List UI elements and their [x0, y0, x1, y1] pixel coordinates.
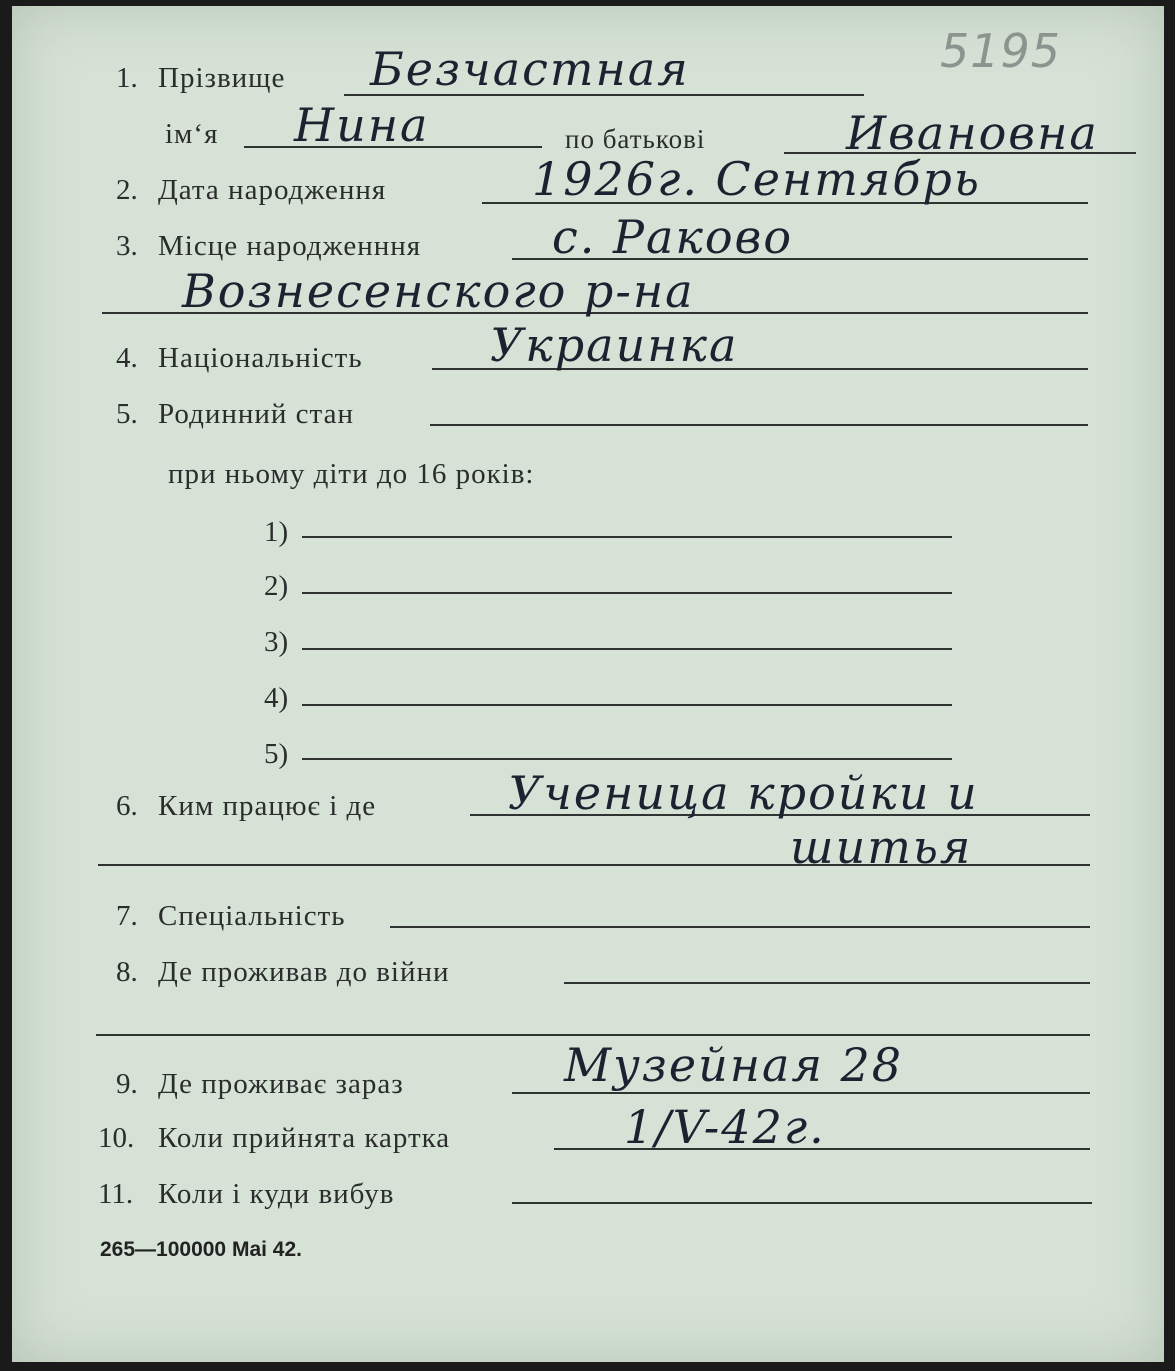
- card-accepted-label: Коли прийнята картка: [158, 1122, 451, 1154]
- family-status-label: Родинний стан: [158, 398, 354, 430]
- family-status-line: [430, 424, 1088, 426]
- speciality-line: [390, 926, 1090, 928]
- prewar-residence-line-2: [96, 1034, 1090, 1036]
- nationality-label: Національність: [158, 342, 363, 374]
- birth-date-label: Дата народження: [158, 174, 387, 206]
- prewar-residence-line: [564, 982, 1090, 984]
- patronymic-value: Ивановна: [846, 106, 1099, 160]
- child-1-number: 1): [264, 516, 289, 548]
- first-name-value: Нина: [294, 98, 430, 152]
- field-3-number: 3.: [116, 230, 138, 262]
- child-4-line: [302, 704, 952, 706]
- child-2-line: [302, 592, 952, 594]
- nationality-value: Украинка: [490, 318, 739, 372]
- field-2-number: 2.: [116, 174, 138, 206]
- speciality-label: Спеціальність: [158, 900, 346, 932]
- field-8-number: 8.: [116, 956, 138, 988]
- occupation-label: Ким працює і де: [158, 790, 377, 822]
- birth-place-value: с. Раково: [552, 210, 794, 264]
- current-residence-label: Де проживає зараз: [158, 1068, 404, 1100]
- prewar-residence-label: Де проживав до війни: [158, 956, 450, 988]
- field-9-number: 9.: [116, 1068, 138, 1100]
- field-4-number: 4.: [116, 342, 138, 374]
- child-1-line: [302, 536, 952, 538]
- child-5-number: 5): [264, 738, 289, 770]
- surname-value: Безчастная: [370, 42, 690, 96]
- card-accepted-value: 1/V-42г.: [624, 1100, 826, 1154]
- child-3-line: [302, 648, 952, 650]
- patronymic-label: по батькові: [565, 124, 706, 154]
- departed-line: [512, 1202, 1092, 1204]
- departed-label: Коли і куди вибув: [158, 1178, 395, 1210]
- surname-label: Прізвище: [158, 62, 286, 94]
- field-11-number: 11.: [98, 1178, 134, 1210]
- field-7-number: 7.: [116, 900, 138, 932]
- archive-number: 5195: [940, 24, 1062, 78]
- child-4-number: 4): [264, 682, 289, 714]
- field-10-number: 10.: [98, 1122, 135, 1154]
- child-3-number: 3): [264, 626, 289, 658]
- current-residence-value: Музейная 28: [564, 1038, 904, 1092]
- occupation-value-2: шитья: [790, 820, 973, 874]
- registration-card: [12, 6, 1164, 1362]
- children-label: при ньому діти до 16 років:: [168, 458, 535, 490]
- field-1-number: 1.: [116, 62, 138, 94]
- field-6-number: 6.: [116, 790, 138, 822]
- occupation-value: Ученица кройки и: [508, 766, 979, 820]
- birth-place-label: Місце народженння: [158, 230, 422, 262]
- print-footer: 265—100000 Mai 42.: [100, 1238, 302, 1261]
- birth-place-value-2: Вознесенского р-на: [182, 264, 695, 318]
- birth-date-value: 1926г. Сентябрь: [532, 152, 981, 206]
- child-5-line: [302, 758, 952, 760]
- child-2-number: 2): [264, 570, 289, 602]
- current-residence-line: [512, 1092, 1090, 1094]
- first-name-label: ім‘я: [165, 118, 219, 150]
- field-5-number: 5.: [116, 398, 138, 430]
